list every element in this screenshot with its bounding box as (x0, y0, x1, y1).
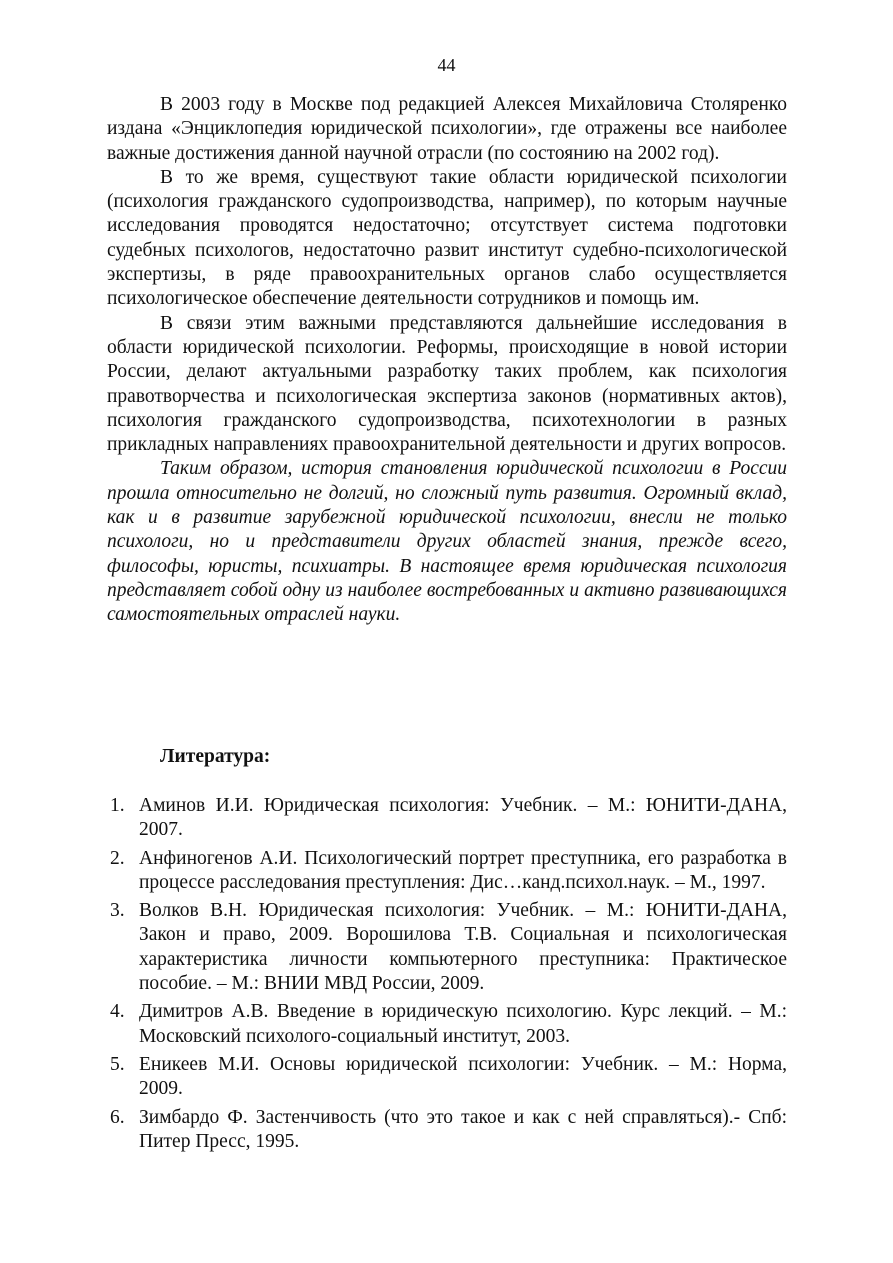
reference-text: Аминов И.И. Юридическая психология: Учебник. – М.: ЮНИТИ-ДАНА, 2007. (139, 795, 787, 841)
reference-item (107, 1053, 787, 1102)
body-text (107, 93, 787, 628)
paragraph-2: В то же время, существуют такие области юридической психологии (психология гражданского судопроизводства, например), по которым научные исследования проводятся недостаточно; отсутствует система подготовки судебных психологов, недостаточно развит институт судебно-психологической экспертизы, в ряде правоохранительных органов слабо осуществляется психологическое обеспечение деятельности сотрудников и помощь им. (107, 166, 787, 310)
reference-number: 3. (110, 900, 125, 922)
paragraph-1: В 2003 году в Москве под редакцией Алексея Михайловича Столяренко издана «Энциклопедия юридической психологии», где отражены все наиболее важные достижения данной научной отрасли (по состоянию на 2002 год). (107, 94, 787, 164)
reference-text: Анфиногенов А.И. Психологический портрет преступника, его разработка в процессе расследования преступления: Дис…канд.психол.наук. – М., 1997. (139, 847, 787, 893)
page-number: 44 (437, 55, 456, 75)
reference-item (107, 1106, 787, 1155)
paragraph-3: В связи этим важными представляются дальнейшие исследования в области юридической психологии. Реформы, происходящие в новой истории России, делают актуальными разработку таких проблем, как психология правотворчества и психологическая экспертиза законов (нормативных актов), психология гражданского судопроизводства, психотехнологии в разных прикладных направлениях правоохранительной деятельности и других вопросов. (107, 312, 787, 456)
reference-text: Зимбардо Ф. Застенчивость (что это такое и как с ней справляться).- Спб: Питер Пресс, 1995. (139, 1106, 787, 1152)
literature-heading: Литература: (160, 746, 271, 767)
reference-item (107, 794, 787, 843)
reference-number: 4. (110, 1001, 125, 1023)
reference-number: 1. (110, 795, 125, 816)
reference-list (107, 794, 787, 1158)
reference-number: 5. (110, 1053, 125, 1075)
reference-number: 2. (110, 847, 125, 869)
reference-item (107, 1000, 787, 1049)
reference-text: Димитров А.В. Введение в юридическую психологию. Курс лекций. – М.: Московский психолого-социальный институт, 2003. (139, 1001, 787, 1047)
paragraph-4-conclusion: Таким образом, история становления юридической психологии в России прошла относительно не долгий, но сложный путь развития. Огромный вклад, как и в развитие зарубежной юридической психологии, внесли не только психологи, но и представители других областей знания, прежде всего, философы, юристы, психиатры. В настоящее время юридическая психология представляет собой одну из наиболее востребованных и активно развивающихся самостоятельных отраслей науки. (107, 458, 787, 626)
reference-number: 6. (110, 1106, 125, 1128)
reference-item (107, 899, 787, 996)
reference-item (107, 847, 787, 896)
reference-text: Волков В.Н. Юридическая психология: Учебник. – М.: ЮНИТИ-ДАНА, Закон и право, 2009. Ворошилова Т.В. Социальная и психологическая характеристика личности компьютерного преступника: Практическое пособие. – М.: ВНИИ МВД России, 2009. (139, 900, 787, 995)
reference-text: Еникеев М.И. Основы юридической психологии: Учебник. – М.: Норма, 2009. (139, 1053, 787, 1100)
